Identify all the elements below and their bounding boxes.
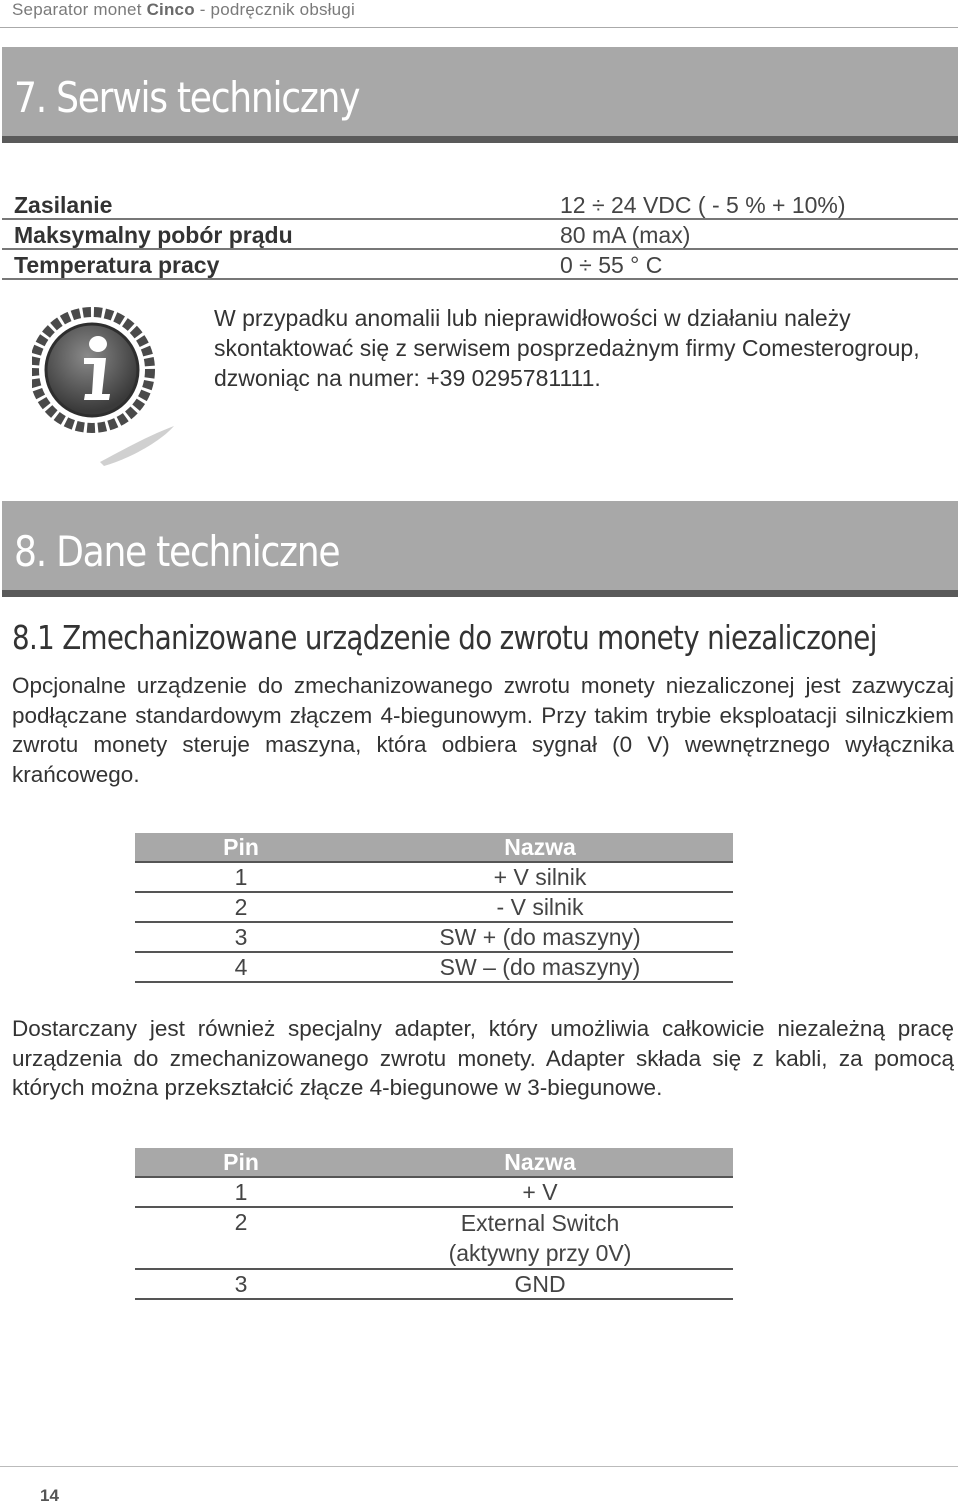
service-contact-text: W przypadku anomalii lub nieprawidłowości w działaniu należy skontaktować się z serwisem posprzedażnym firmy Comesterogroup, dzwoniąc na numer: +39 0295781111. [214, 305, 920, 391]
pin-name: + V [347, 1177, 733, 1207]
spec-row-temperature [2, 250, 958, 280]
pin-number: 2 [135, 1207, 347, 1269]
table-row [135, 892, 733, 922]
page-header [0, 0, 960, 30]
pin-number: 1 [135, 1177, 347, 1207]
paragraph-adapter-description: Dostarczany jest również specjalny adapter, który umożliwia całkowicie niezależną pracę urządzenia do zmechanizowanego zwrotu monety. Adapter składa się z kabli, za pomocą których można przekształcić złącze 4-biegunowe w 3-biegunowe. [12, 1016, 954, 1100]
pin-name: - V silnik [347, 892, 733, 922]
info-icon [32, 300, 182, 470]
table-row [135, 1207, 733, 1269]
section-8-title: 8. Dane techniczne [14, 527, 340, 576]
column-header-pin: Pin [135, 1148, 347, 1177]
spec-row-supply [2, 190, 958, 220]
table-row [135, 952, 733, 982]
page-number: 14 [40, 1486, 59, 1505]
spec-divider [2, 278, 958, 280]
header-divider [0, 27, 958, 28]
pin-name: SW + (do maszyny) [347, 922, 733, 952]
pin-number: 1 [135, 862, 347, 892]
spec-label: Zasilanie [14, 192, 113, 218]
paragraph-connector-description: Opcjonalne urządzenie do zmechanizowanego zwrotu monety niezaliczonej jest zazwyczaj podłączane standardowym złączem 4-biegunowym. Przy takim trybie eksploatacji silniczkiem zwrotu monety steruje maszyna, która odbiera sygnał (0 V) wewnętrznego wyłącznika krańcowego. [12, 673, 954, 787]
section-7-bar [2, 47, 958, 143]
spec-row-current [2, 220, 958, 250]
spec-value: 12 ÷ 24 VDC ( - 5 % + 10%) [560, 192, 846, 218]
table-header-row [135, 1148, 733, 1177]
subsection-8-1-title: 8.1 Zmechanizowane urządzenie do zwrotu monety niezaliczonej [12, 618, 877, 657]
table-header-row [135, 833, 733, 862]
section-8-underline [2, 590, 958, 597]
pin-number: 4 [135, 952, 347, 982]
pin-number: 3 [135, 922, 347, 952]
pin-table-3-pole [135, 1148, 733, 1300]
table-row [135, 1269, 733, 1299]
header-title: Separator monet Cinco - podręcznik obsługi [12, 0, 355, 19]
spec-value: 80 mA (max) [560, 222, 691, 248]
column-header-pin: Pin [135, 833, 347, 862]
footer-divider [0, 1466, 958, 1467]
pin-table-4-pole [135, 833, 733, 983]
header-brand: Cinco [146, 0, 195, 19]
spec-label: Maksymalny pobór prądu [14, 222, 293, 248]
pin-name: External Switch (aktywny przy 0V) [347, 1207, 733, 1269]
pin-name: SW – (do maszyny) [347, 952, 733, 982]
table-row [135, 862, 733, 892]
section-7-underline [2, 136, 958, 143]
pin-name: + V silnik [347, 862, 733, 892]
column-header-name: Nazwa [347, 1148, 733, 1177]
pin-number: 2 [135, 892, 347, 922]
pin-number: 3 [135, 1269, 347, 1299]
section-7-title: 7. Serwis techniczny [14, 73, 360, 122]
spec-value: 0 ÷ 55 ° C [560, 252, 663, 278]
section-8-bar [2, 501, 958, 597]
column-header-name: Nazwa [347, 833, 733, 862]
pin-name: GND [347, 1269, 733, 1299]
table-row [135, 922, 733, 952]
table-row [135, 1177, 733, 1207]
spec-label: Temperatura pracy [14, 252, 220, 278]
